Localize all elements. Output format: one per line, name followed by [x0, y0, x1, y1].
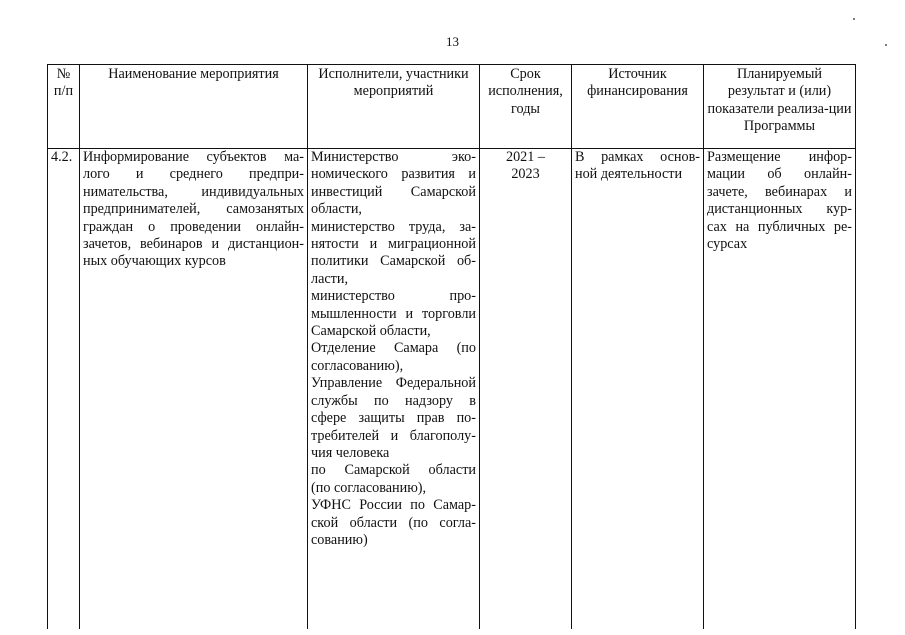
text-line: области,: [311, 201, 362, 218]
text-line: дистанционных кур-: [707, 201, 852, 218]
text-line: ласти,: [311, 270, 349, 287]
header-number: № п/п: [48, 65, 80, 149]
text-line: Размещение инфор-: [707, 149, 852, 165]
text-line: сфере защиты прав по-: [311, 410, 476, 427]
cell-planned-result: [704, 149, 856, 630]
text-line: Министерство эко-: [311, 149, 476, 165]
scan-speck: [885, 44, 887, 46]
text-line: по Самарской области: [311, 462, 476, 479]
text-line: нимательства, индивидуальных: [83, 183, 304, 200]
header-executors: Исполнители, участники мероприятий: [308, 65, 480, 149]
text-line: требителей и благополу-: [311, 427, 476, 444]
cell-funding-source: [572, 149, 704, 630]
text-line: Отделение Самара (по: [311, 340, 476, 357]
page-number: 13: [446, 34, 459, 49]
text-line: политики Самарской об-: [311, 253, 476, 270]
header-event-name: Наименование мероприятия: [80, 65, 308, 149]
text-line: ской области (по согла-: [311, 514, 476, 531]
text-line: ных обучающих курсов: [83, 253, 226, 270]
text-line: 2021 –: [505, 149, 545, 165]
text-line: министерство про-: [311, 288, 476, 305]
text-line: мышленности и торговли: [311, 305, 476, 322]
text-line: зачете, вебинарах и: [707, 183, 852, 200]
text-line: Управление Федеральной: [311, 375, 476, 392]
text-line: УФНС России по Самар-: [311, 497, 476, 514]
text-line: Самарской области,: [311, 323, 431, 340]
scan-speck: [853, 18, 855, 20]
text-line: сованию): [311, 531, 368, 548]
text-line: сах на публичных ре-: [707, 218, 852, 235]
text-line: чия человека: [311, 444, 390, 461]
text-line: зачетов, вебинаров и дистанцион-: [83, 236, 304, 253]
text-line: министерство труда, за-: [311, 218, 476, 235]
text-line: службы по надзору в: [311, 392, 476, 409]
text-line: 2023: [511, 166, 540, 183]
cell-term: [480, 149, 572, 630]
text-line: В рамках основ-: [575, 149, 700, 165]
text-line: (по согласованию),: [311, 479, 427, 496]
text-line: номического развития и: [311, 166, 476, 183]
header-term: Срок исполнения, годы: [480, 65, 572, 149]
text-line: нятости и миграционной: [311, 236, 476, 253]
text-line: Информирование субъектов ма-: [83, 149, 304, 165]
text-line: согласованию),: [311, 357, 404, 374]
text-line: ной деятельности: [575, 166, 683, 183]
cell-number: 4.2.: [48, 149, 80, 630]
table-header-row: [48, 65, 856, 149]
events-table: [47, 64, 856, 629]
cell-executors: [308, 149, 480, 630]
cell-event-name: [80, 149, 308, 630]
text-line: лого и среднего предпри-: [83, 166, 304, 183]
text-line: предпринимателей, самозанятых: [83, 201, 304, 218]
text-line: граждан о проведении онлайн-: [83, 218, 304, 235]
table-row: [48, 149, 856, 630]
text-line: сурсах: [707, 236, 748, 253]
header-funding-source: Источник финансирования: [572, 65, 704, 149]
text-line: мации об онлайн-: [707, 166, 852, 183]
text-line: инвестиций Самарской: [311, 183, 476, 200]
header-planned-result: Планируемый результат и (или) показатели реализа-ции Программы: [704, 65, 856, 149]
